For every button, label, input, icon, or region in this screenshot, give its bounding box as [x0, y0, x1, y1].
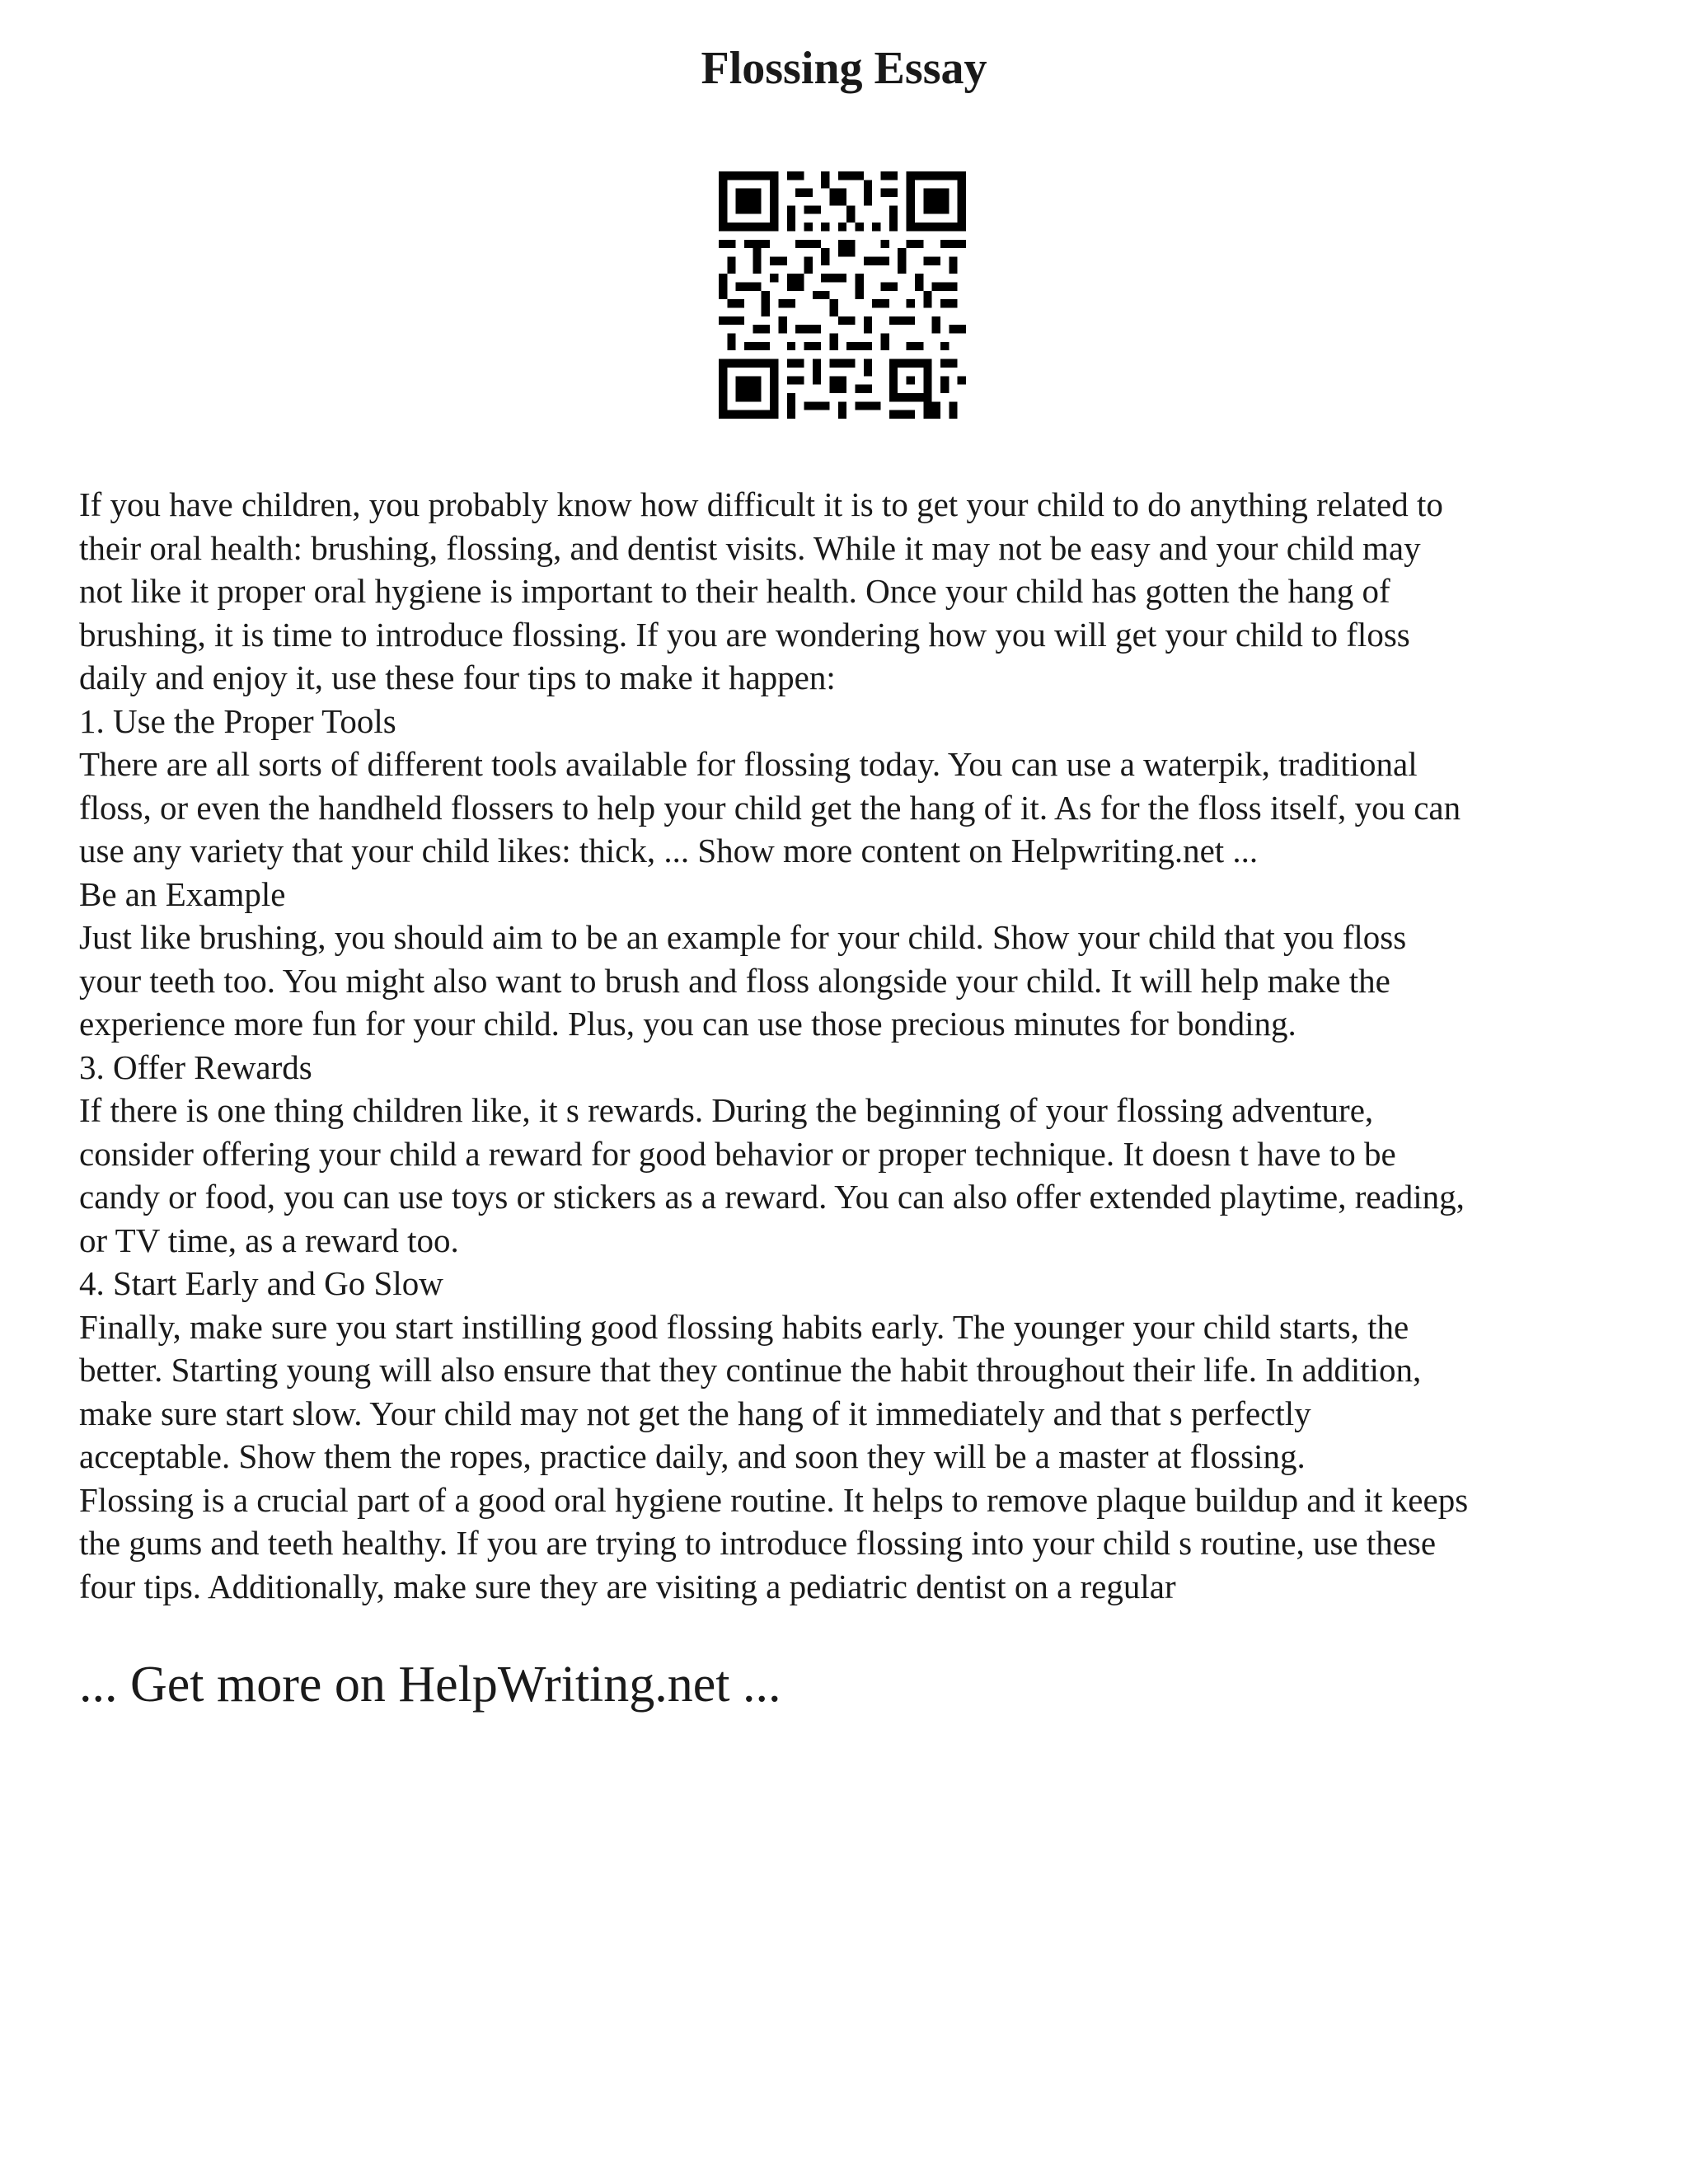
qr-code-graphic [719, 171, 966, 419]
essay-line: acceptable. Show them the ropes, practice daily, and soon they will be a master at flossing. [79, 1437, 1306, 1475]
essay-line: Flossing is a crucial part of a good oral hygiene routine. It helps to remove plaque buildup and it keeps [79, 1480, 1469, 1519]
section-heading: 4. Start Early and Go Slow [79, 1264, 443, 1302]
qr-code-icon [719, 171, 966, 419]
essay-line: not like it proper oral hygiene is important to their health. Once your child has gotten the hang of [79, 572, 1390, 610]
essay-line: Just like brushing, you should aim to be an example for your child. Show your child that you floss [79, 918, 1407, 956]
essay-line: your teeth too. You might also want to brush and floss alongside your child. It will help make the [79, 961, 1390, 1000]
essay-line: If you have children, you probably know how difficult it is to get your child to do anything related to [79, 485, 1443, 523]
essay-line: their oral health: brushing, flossing, and dentist visits. While it may not be easy and your child may [79, 528, 1421, 567]
essay-line: experience more fun for your child. Plus, you can use those precious minutes for bonding. [79, 1005, 1296, 1043]
essay-line: four tips. Additionally, make sure they are visiting a pediatric dentist on a regular [79, 1567, 1176, 1605]
essay-line: the gums and teeth healthy. If you are trying to introduce flossing into your child s routine, use these [79, 1524, 1437, 1562]
page-title: Flossing Essay [701, 43, 987, 94]
essay-line: brushing, it is time to introduce flossing. If you are wondering how you will get your child to floss [79, 615, 1410, 654]
essay-line: use any variety that your child likes: thick, ... Show more content on Helpwriting.net ... [79, 832, 1259, 869]
essay-line: make sure start slow. Your child may not get the hang of it immediately and that s perfectly [79, 1394, 1311, 1432]
essay-body [79, 483, 1629, 1608]
essay-line: daily and enjoy it, use these four tips to make it happen: [79, 658, 836, 696]
section-heading: 3. Offer Rewards [79, 1047, 312, 1086]
essay-line: If there is one thing children like, it s rewards. During the beginning of your flossing adventure, [79, 1091, 1374, 1129]
section-heading: 1. Use the Proper Tools [79, 701, 396, 740]
essay-line: Finally, make sure you start instilling good flossing habits early. The younger your child starts, the [79, 1307, 1409, 1346]
essay-line: candy or food, you can use toys or stickers as a reward. You can also offer extended playtime, reading, [79, 1178, 1465, 1216]
section-heading: Be an Example [79, 874, 286, 913]
get-more-link[interactable]: ... Get more on HelpWriting.net ... [79, 1657, 781, 1713]
essay-line: consider offering your child a reward for good behavior or proper technique. It doesn t have to be [79, 1134, 1396, 1173]
essay-line: better. Starting young will also ensure that they continue the habit throughout their life. In addition, [79, 1351, 1422, 1389]
essay-line: floss, or even the handheld flossers to help your child get the hang of it. As for the floss itself, you can [79, 788, 1461, 827]
essay-line: There are all sorts of different tools available for flossing today. You can use a waterpik, traditional [79, 745, 1418, 783]
essay-line: or TV time, as a reward too. [79, 1221, 459, 1259]
